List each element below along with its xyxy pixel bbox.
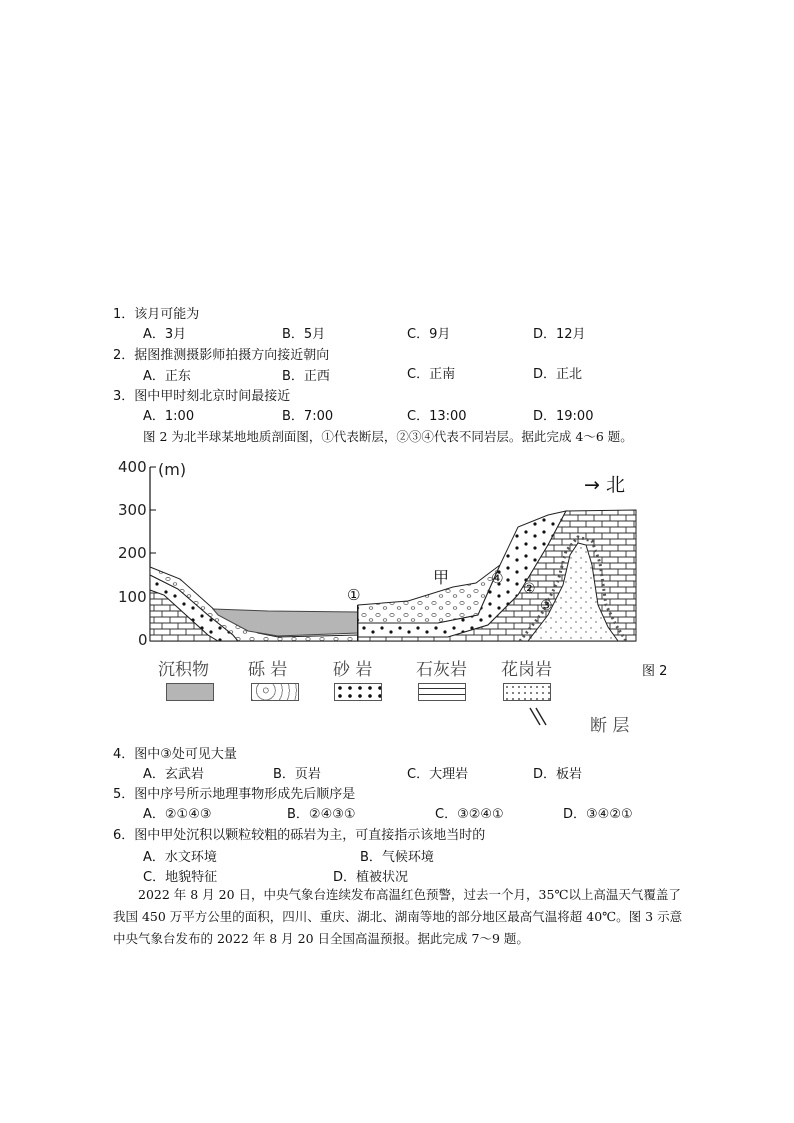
q4-option-d[interactable]: D．板岩 <box>533 767 583 782</box>
legend-label-sediment: 沉积物 <box>158 660 209 680</box>
legend-label-granite: 花岗岩 <box>501 660 552 680</box>
legend-swatch-limestone <box>418 683 466 701</box>
q2-option-d[interactable]: D．正北 <box>533 367 583 382</box>
figure-2-intro: 图 2 为北半球某地地质剖面图，①代表断层，②③④代表不同岩层。据此完成 4～6 题。 <box>143 429 633 444</box>
q2-option-a[interactable]: A．正东 <box>143 369 191 384</box>
q3-option-c[interactable]: C．13:00 <box>407 409 467 424</box>
legend-label-limestone: 石灰岩 <box>416 660 467 680</box>
tick-400: 400 <box>118 458 147 476</box>
question-6-stem: 6．图中甲处沉积以颗粒较粗的砾岩为主，可直接指示该地当时的 <box>113 828 486 843</box>
question-5-stem: 5．图中序号所示地理事物形成先后顺序是 <box>113 787 356 802</box>
question-2-stem: 2．据图推测摄影师拍摄方向接近朝向 <box>113 348 330 363</box>
q5-option-a[interactable]: A．②①④③ <box>143 807 212 822</box>
heat-wave-paragraph <box>113 884 683 950</box>
q4-option-c[interactable]: C．大理岩 <box>407 767 469 782</box>
q2-option-c[interactable]: C．正南 <box>407 367 456 382</box>
legend-swatch-granite <box>503 683 551 701</box>
question-4-stem: 4．图中③处可见大量 <box>113 747 237 762</box>
q1-option-c[interactable]: C．9月 <box>407 327 451 342</box>
q2-option-b[interactable]: B．正西 <box>282 369 330 384</box>
q6-option-b[interactable]: B．气候环境 <box>360 850 434 865</box>
q6-option-d[interactable]: D．植被状况 <box>333 870 409 885</box>
question-3-stem: 3．图中甲时刻北京时间最接近 <box>113 389 291 404</box>
legend-label-sandstone: 砂 岩 <box>333 660 373 680</box>
q1-option-a[interactable]: A．3月 <box>143 327 187 342</box>
geologic-section-figure <box>108 455 688 745</box>
legend-swatch-conglomerate <box>251 683 299 701</box>
q5-option-c[interactable]: C．③②④① <box>435 807 504 822</box>
question-1-stem: 1．该月可能为 <box>113 307 200 322</box>
figure-2-caption: 图 2 <box>642 664 668 679</box>
q3-option-b[interactable]: B．7:00 <box>282 409 334 424</box>
q3-option-a[interactable]: A．1:00 <box>143 409 195 424</box>
label-layer-2: ② <box>523 581 536 597</box>
q6-option-c[interactable]: C．地貌特征 <box>143 870 218 885</box>
q1-option-d[interactable]: D．12月 <box>533 327 586 342</box>
q3-option-d[interactable]: D．19:00 <box>533 409 594 424</box>
q5-option-b[interactable]: B．②④③① <box>287 807 356 822</box>
label-layer-3: ③ <box>540 598 553 614</box>
label-jia: 甲 <box>433 568 450 587</box>
north-arrow: → 北 <box>584 474 625 496</box>
q1-option-b[interactable]: B．5月 <box>282 327 326 342</box>
label-fault-1: ① <box>347 586 361 604</box>
legend-swatch-sediment <box>166 683 214 701</box>
q4-option-b[interactable]: B．页岩 <box>273 767 321 782</box>
tick-300: 300 <box>118 501 147 519</box>
legend-label-conglomerate: 砾 岩 <box>248 660 288 680</box>
section-diagram <box>108 455 688 745</box>
q4-option-a[interactable]: A．玄武岩 <box>143 767 204 782</box>
legend-label-fault: 断 层 <box>590 716 630 736</box>
heat-wave-text: 2022 年 8 月 20 日，中央气象台连续发布高温红色预警，过去一个月，35℃以上高温天气覆盖了我国 450 万平方公里的面积，四川、重庆、湖北、湖南等地的部分地区最高气温将超 40℃。图 3 示意中央气象台发布的 2022 年 8 月 20 日全国高温预报。据此完成 7～9 题。 <box>113 887 683 946</box>
tick-200: 200 <box>118 544 147 562</box>
q5-option-d[interactable]: D．③④②① <box>563 807 633 822</box>
tick-0: 0 <box>138 631 148 649</box>
legend-swatch-sandstone <box>334 683 382 701</box>
tick-100: 100 <box>118 588 147 606</box>
fault-legend-icon <box>530 708 546 725</box>
q6-option-a[interactable]: A．水文环境 <box>143 850 217 865</box>
label-layer-4: ④ <box>491 571 504 587</box>
y-unit: (m) <box>158 460 187 479</box>
